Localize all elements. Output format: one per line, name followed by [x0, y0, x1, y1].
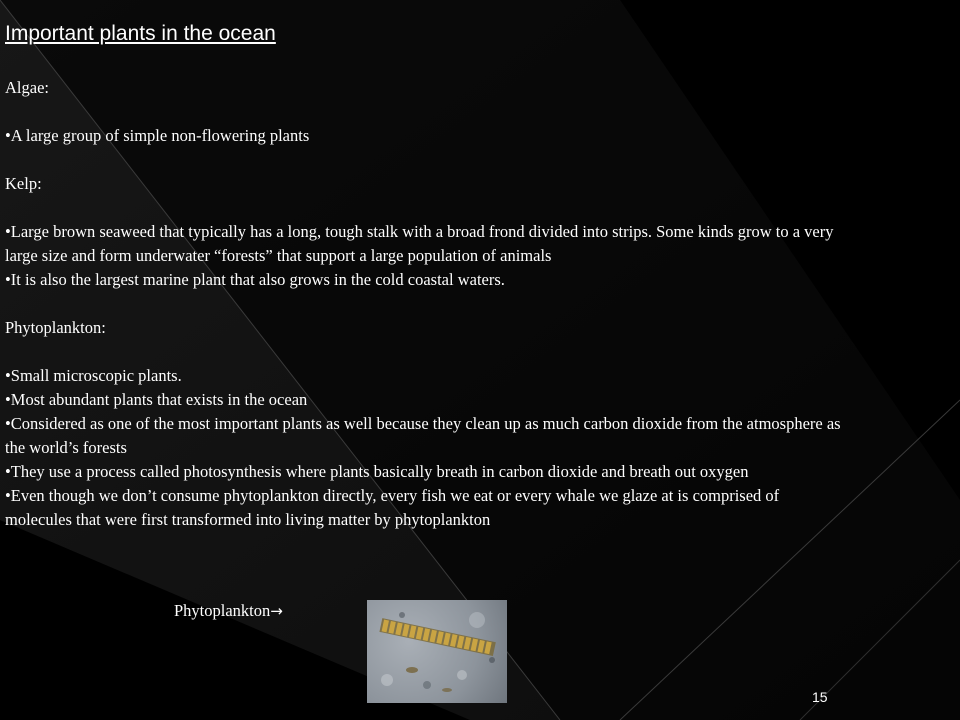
- algae-bullet-1: • A large group of simple non-flowering plants: [5, 124, 845, 148]
- slide-title: Important plants in the ocean: [5, 22, 276, 45]
- phytoplankton-bullet-3: • Considered as one of the most important plants as well because they clean up as much carbon dioxide from the atmosphere as the world’s forests: [5, 412, 845, 460]
- phytoplankton-photo: [367, 600, 507, 703]
- phytoplankton-bullet-5: • Even though we don’t consume phytoplankton directly, every fish we eat or every whale we glaze at is comprised of molecules that were first transformed into living matter by phytoplankton: [5, 484, 845, 532]
- kelp-bullet-1: • Large brown seaweed that typically has a long, tough stalk with a broad frond divided into strips. Some kinds grow to a very large size and form underwater “forests” that support a large population of animals: [5, 220, 845, 268]
- phytoplankton-image-caption: [174, 601, 283, 621]
- phytoplankton-bullet-1: • Small microscopic plants.: [5, 364, 845, 388]
- caption-label: Phytoplankton: [174, 601, 271, 620]
- algae-heading: Algae:: [5, 78, 49, 97]
- slide-body: [5, 76, 845, 532]
- kelp-bullet-2: • It is also the largest marine plant that also grows in the cold coastal waters.: [5, 268, 845, 292]
- kelp-heading: Kelp:: [5, 174, 42, 193]
- arrow-right-icon: →: [270, 602, 283, 620]
- phytoplankton-bullet-4: • They use a process called photosynthesis where plants basically breath in carbon dioxide and breath out oxygen: [5, 460, 845, 484]
- phytoplankton-bullet-2: • Most abundant plants that exists in the ocean: [5, 388, 845, 412]
- phytoplankton-heading: Phytoplankton:: [5, 318, 106, 337]
- page-number: 15: [812, 689, 828, 705]
